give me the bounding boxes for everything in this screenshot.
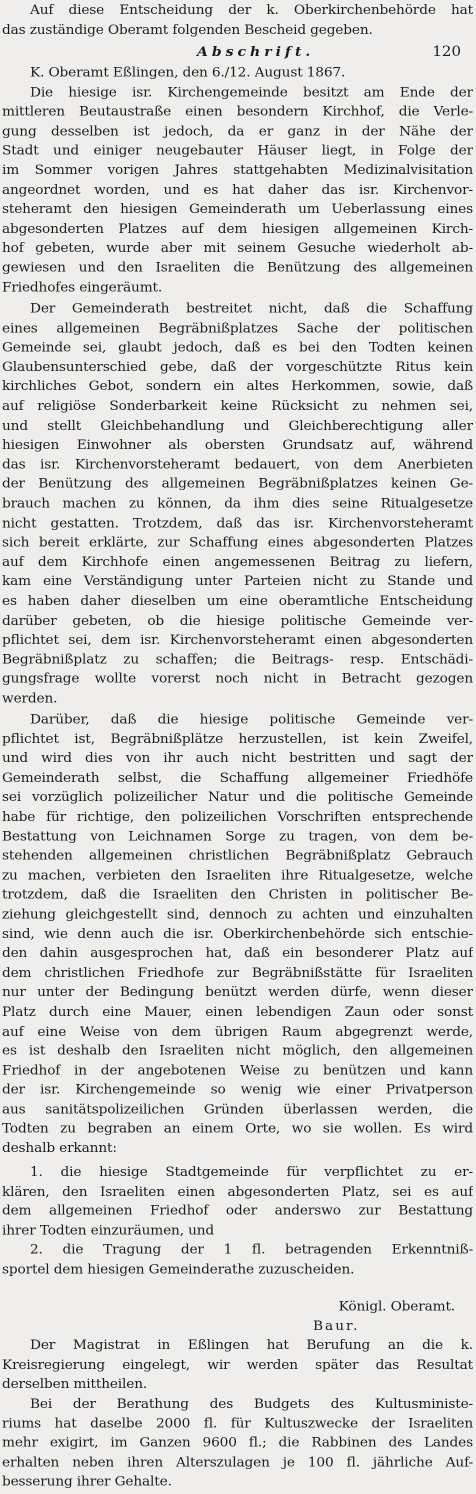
body-paragraph-3 <box>2 710 473 1158</box>
text-line: kirchliches Gebot, sondern ein altes Herkommen, sowie, daß <box>2 379 473 395</box>
text-line: es ist deshalb den Israeliten nicht möglich, den allgemeinen <box>2 1043 473 1059</box>
text-line: Darüber, daß die hiesige politische Gemeinde ver- <box>30 711 473 728</box>
body-paragraph-4 <box>2 1336 473 1394</box>
text-line: nur unter der Bedingung benützt werden dürfe, wenn dieser <box>2 984 473 1001</box>
text-line: Gemeinderath selbst, die Schaffung allgemeiner Friedhöfe <box>2 770 473 786</box>
text-line: nicht gestatten. Trotzdem, daß das isr. Kirchenvorsteheramt <box>2 515 473 531</box>
body-paragraph-2 <box>2 299 473 708</box>
text-line: Friedhof in der angebotenen Weise zu benützen und kann <box>2 1062 473 1079</box>
text-line: dem allgemeinen Friedhof oder anderswo zur Bestattung <box>2 1203 473 1219</box>
text-line: abgesonderten Platzes auf dem hiesigen allgemeinen Kirch- <box>2 221 473 237</box>
list-item: 1. die hiesige Stadtgemeinde für verpflichtet zu er- <box>30 1164 473 1180</box>
text-line: Friedhofes eingeräumt. <box>2 279 163 295</box>
text-line: mehr exigirt, im Ganzen 9600 fl.; die Rabbinen des Landes <box>2 1435 473 1451</box>
list-item: 2. die Tragung der 1 fl. betragenden Erkenntniß- <box>30 1242 473 1258</box>
text-line: sich bereit erklärte, zur Schaffung eines abgesonderten Platzes <box>2 535 473 551</box>
text-line: Platz durch eine Mauer, einen lebendigen Zaun oder sonst <box>2 1004 473 1020</box>
text-line: Glaubensunterschied gebe, daß der vorgeschützte Ritus kein <box>2 359 473 375</box>
text-line: hof gebeten, wurde aber mit seinem Gesuche wiederholt ab- <box>2 240 473 256</box>
text-line: und wird dies von ihr auch nicht bestritten und sagt der <box>2 750 473 767</box>
text-line: den dahin ausgesprochen hat, daß ein besonderer Platz auf <box>2 945 473 962</box>
text-line: auf religiöse Sonderbarkeit keine Rücksicht zu nehmen sei, <box>2 398 473 414</box>
heading-line <box>2 42 473 62</box>
text-line: auf dem Kirchhofe einen angemessenen Beitrag zu liefern, <box>2 554 473 570</box>
text-line: Kreisregierung eingelegt, wir werden später das Resultat <box>2 1357 473 1373</box>
text-line: auf eine Weise von dem übrigen Raum abgegrenzt werde, <box>2 1023 473 1040</box>
text-line: habe für richtige, den polizeilichen Vorschriften entsprechende <box>2 809 473 825</box>
text-line: derselben mittheilen. <box>2 1376 148 1392</box>
text-line: ziehung gleichgestellt sind, dennoch zu achten und einzuhalten <box>2 906 473 923</box>
text-line: Todten zu begraben an einem Orte, wo sie wollen. Es wird <box>2 1121 473 1137</box>
signature-office: Königl. Oberamt. <box>338 1298 455 1315</box>
signature-block <box>2 1297 473 1336</box>
text-line: Begräbnißplatz zu schaffen; die Beitrags- resp. Entschädi- <box>2 652 473 668</box>
text-line: Gemeinde sei, glaubt jedoch, daß es bei den Todten keinen <box>2 340 473 356</box>
dateline: K. Oberamt Eßlingen, den 6./12. August 1867. <box>30 65 346 81</box>
body-paragraph-1 <box>2 63 473 297</box>
text-line: deshalb erkannt: <box>2 1140 117 1157</box>
text-line: das zuständige Oberamt folgenden Bescheid gegeben. <box>2 22 373 38</box>
text-line: Die hiesige isr. Kirchengemeinde besitzt am Ende der <box>30 84 473 100</box>
text-line: gewiesen und den Israeliten die Benützung des allgemeinen <box>2 260 473 276</box>
text-line: stehenden allgemeinen christlichen Begräbnißplatz Gebrauch <box>2 848 473 864</box>
text-line: gung desselben ist jedoch, da er ganz in der Nähe der <box>2 123 473 139</box>
text-line: Bestattung von Leichnamen Sorge zu tragen, von dem be- <box>2 828 473 845</box>
text-line: darüber gebeten, ob die hiesige politische Gemeinde ver- <box>2 613 473 629</box>
intro-paragraph <box>2 1 473 40</box>
text-line: Der Magistrat in Eßlingen hat Berufung an die k. <box>30 1337 473 1353</box>
text-line: im Sommer vorigen Jahres stattgehabten Medizinalvisitation <box>2 162 473 178</box>
text-line: eines allgemeinen Begräbnißplatzes Sache der politischen <box>2 320 473 336</box>
text-line: aus sanitätspolizeilichen Gründen überlassen werden, die <box>2 1101 473 1118</box>
body-paragraph-5 <box>2 1395 473 1492</box>
text-line: sei vorzüglich polizeilicher Natur und die politische Gemeinde <box>2 789 473 806</box>
text-line: mittleren Beutaustraße einen besondern Kirchhof, die Verle- <box>2 104 473 120</box>
document-heading: Abschrift. <box>197 44 315 60</box>
text-line: sind, wie denn auch die isr. Oberkirchenbehörde sich entschie- <box>2 926 473 942</box>
text-line: das isr. Kirchenvorsteheramt bedauert, von dem Anerbieten <box>2 457 473 473</box>
text-line: der Benützung des allgemeinen Begräbnißplatzes keinen Ge- <box>2 476 473 492</box>
text-line: hiesigen Einwohner als obersten Grundsatz auf, während <box>2 437 473 453</box>
text-line: pflichtet ist, Begräbnißplätze herzustellen, ist kein Zweifel, <box>2 731 473 747</box>
text-line: angeordnet worden, und es hat daher das isr. Kirchenvor- <box>2 182 473 198</box>
signature-name: Baur. <box>313 1318 360 1334</box>
text-line: erhalten neben ihren Alterszulagen je 100 fl. jährliche Auf- <box>2 1454 473 1471</box>
text-line: Auf diese Entscheidung der k. Oberkirchenbehörde hat <box>30 2 473 18</box>
text-line: trotzdem, daß die Israeliten den Christen in politischer Be- <box>2 887 473 903</box>
text-line: riums hat daselbe 2000 fl. für Kultuszwecke der Israeliten <box>2 1415 473 1432</box>
ruling-list <box>2 1163 473 1280</box>
text-line: es haben daher dieselben um eine oberamtliche Entscheidung <box>2 593 473 609</box>
text-line: ihrer Todten einzuräumen, und <box>2 1223 215 1239</box>
text-line: brauch machen zu können, da ihm dies seine Ritualgesetze <box>2 496 473 512</box>
page-number: 120 <box>432 42 461 60</box>
text-line: pflichtet sei, dem isr. Kirchenvorsteheramt einen abgesonderten <box>2 632 473 648</box>
text-line: dem christlichen Friedhofe zur Begräbnißstätte für Israeliten <box>2 965 473 981</box>
text-line: Der Gemeinderath bestreitet nicht, daß die Schaffung <box>30 301 473 317</box>
text-line: besserung ihrer Gehalte. <box>2 1474 172 1490</box>
text-line: gungsfrage wollte vorerst noch nicht in Betracht gezogen <box>2 671 473 687</box>
text-line: der isr. Kirchengemeinde so wenig wie einer Privatperson <box>2 1082 473 1098</box>
text-line: steheramt den hiesigen Gemeinderath um Ueberlassung eines <box>2 201 473 217</box>
text-line: und stellt Gleichbehandlung und Gleichberechtigung aller <box>2 418 473 434</box>
text-line: kam eine Verständigung unter Parteien nicht zu Stande und <box>2 574 473 590</box>
text-line: werden. <box>2 691 58 707</box>
text-line: sportel dem hiesigen Gemeinderathe zuzuscheiden. <box>2 1262 355 1278</box>
text-line: Bei der Berathung des Budgets des Kultusministe- <box>30 1396 473 1412</box>
text-line: klären, den Israeliten einen abgesonderten Platz, sei es auf <box>2 1184 473 1200</box>
text-line: zu machen, verbieten den Israeliten ihre Ritualgesetze, welche <box>2 867 473 884</box>
text-line: Stadt und einiger neugebauter Häuser liegt, in Folge der <box>2 143 473 159</box>
